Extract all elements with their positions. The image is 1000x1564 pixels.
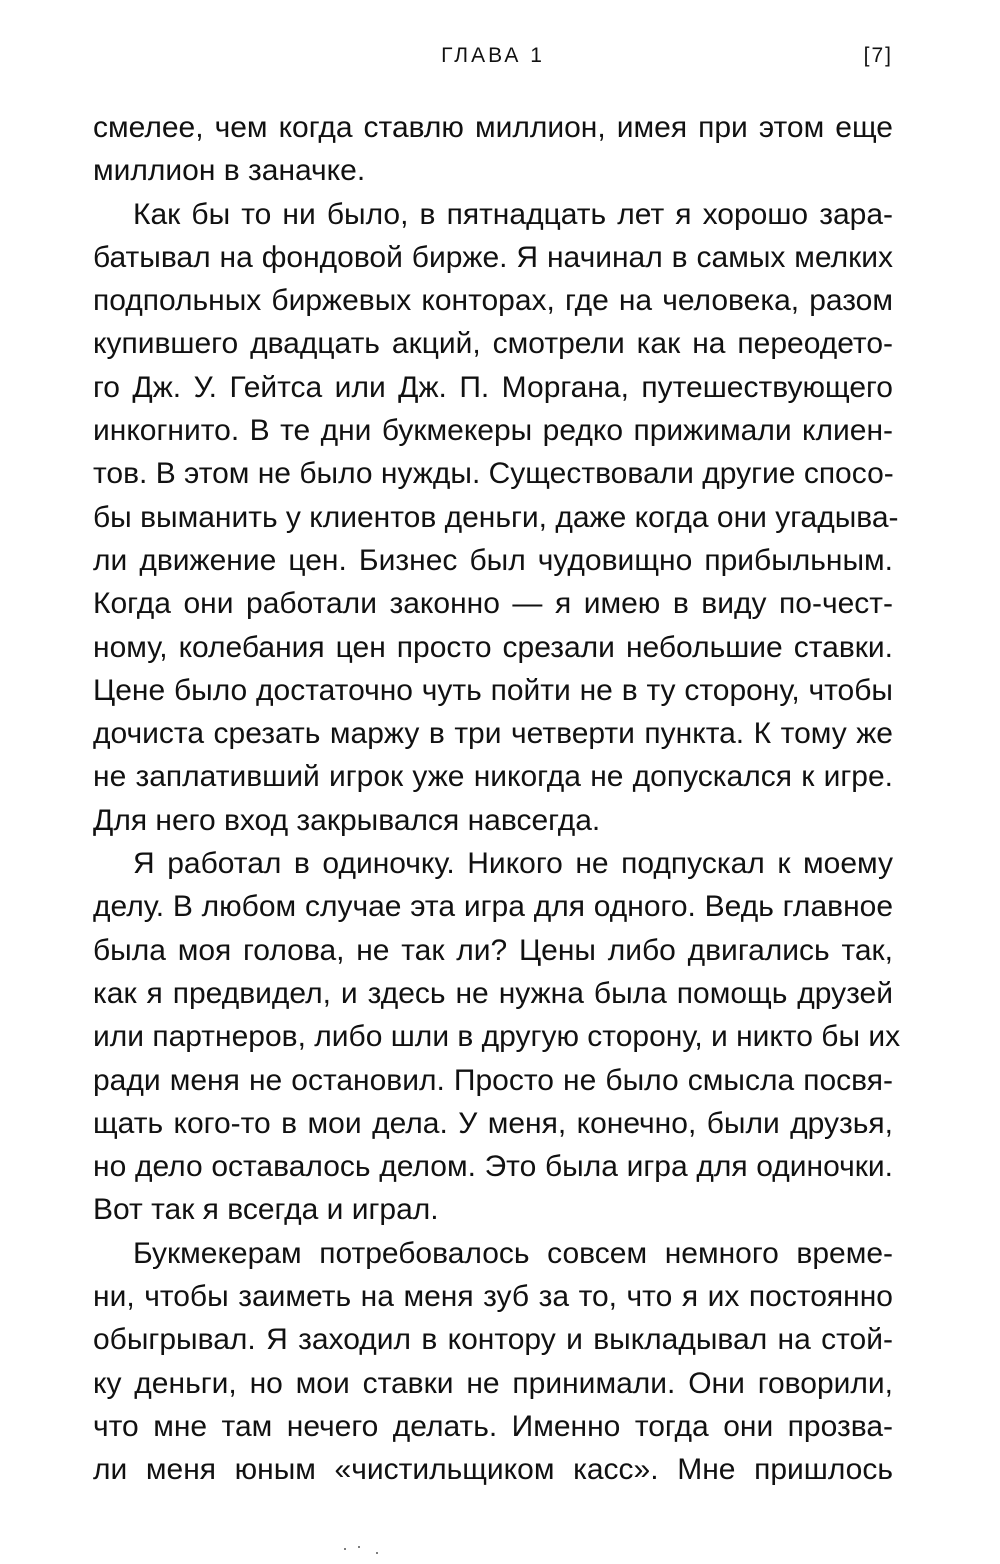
speck — [376, 1552, 378, 1554]
text-line: делу. В любом случае эта игра для одного. Ведь главное — [93, 890, 893, 924]
text-line: что мне там нечего делать. Именно тогда они прозва- — [93, 1409, 893, 1443]
text-line: инкогнито. В те дни букмекеры редко прижимали клиен- — [93, 414, 893, 448]
text-line: Букмекерам потребовалось совсем немного време- — [133, 1236, 893, 1270]
text-line: ли движение цен. Бизнес был чудовищно прибыльным. — [93, 543, 893, 577]
text-line: дочиста срезать маржу в три четверти пункта. К тому же — [93, 717, 893, 751]
text-line: ради меня не остановил. Просто не было смысла посвя- — [93, 1063, 893, 1097]
text-line: купившего двадцать акций, смотрели как на переодето- — [93, 327, 893, 361]
paragraph — [93, 193, 899, 842]
text-line: Для него вход закрывался навсегда. — [93, 803, 601, 837]
text-line: как я предвидел, и здесь не нужна была помощь друзей — [93, 976, 893, 1010]
speck — [344, 1548, 346, 1550]
paragraph — [93, 106, 893, 193]
text-line: Цене было достаточно чуть пойти не в ту сторону, чтобы — [93, 673, 893, 707]
text-line: ку деньги, но мои ставки не принимали. Они говорили, — [93, 1366, 893, 1400]
text-line: батывал на фондовой бирже. Я начинал в самых мелких — [93, 240, 893, 274]
text-line: щать кого-то в мои дела. У меня, конечно, были друзья, — [93, 1106, 893, 1140]
scan-specks — [340, 1540, 400, 1560]
text-line: ни, чтобы заиметь на меня зуб за то, что я их постоянно — [93, 1280, 893, 1314]
text-line: тов. В этом не было нужды. Существовали другие спосо- — [93, 457, 894, 491]
text-line: ному, колебания цен просто срезали небольшие ставки. — [93, 630, 893, 664]
text-line: Вот так я всегда и играл. — [93, 1193, 439, 1227]
chapter-title: ГЛАВА 1 — [441, 44, 545, 67]
text-line: го Дж. У. Гейтса или Дж. П. Моргана, путешествующего — [93, 370, 893, 404]
text-line: смелее, чем когда ставлю миллион, имея при этом еще — [93, 111, 893, 144]
text-line: ли меня юным «чистильщиком касс». Мне пришлось — [93, 1453, 893, 1487]
paragraph — [93, 842, 901, 1232]
text-line: подпольных биржевых конторах, где на человека, разом — [93, 284, 893, 318]
text-line: была моя голова, не так ли? Цены либо двигались так, — [93, 933, 893, 967]
text-line: обыгрывал. Я заходил в контору и выкладывал на стой- — [93, 1323, 893, 1357]
text-line: или партнеров, либо шли в другую сторону, и никто бы их — [93, 1020, 901, 1054]
text-line: но дело оставалось делом. Это была игра для одиночки. — [93, 1150, 893, 1184]
text-line: бы выманить у клиентов деньги, даже когда они угадыва- — [93, 500, 899, 534]
paragraph — [93, 1232, 893, 1492]
running-head — [93, 44, 893, 78]
text-line: Как бы то ни было, в пятнадцать лет я хорошо зара- — [133, 197, 893, 231]
text-line: миллион в заначке. — [93, 154, 366, 188]
speck — [358, 1546, 360, 1548]
text-line: Когда они работали законно — я имею в виду по-чест- — [93, 587, 893, 621]
page-number: [7] — [863, 44, 893, 67]
body-text — [93, 106, 901, 1492]
text-line: не заплативший игрок уже никогда не допускался к игре. — [93, 760, 893, 794]
text-line: Я работал в одиночку. Никого не подпускал к моему — [133, 847, 893, 881]
